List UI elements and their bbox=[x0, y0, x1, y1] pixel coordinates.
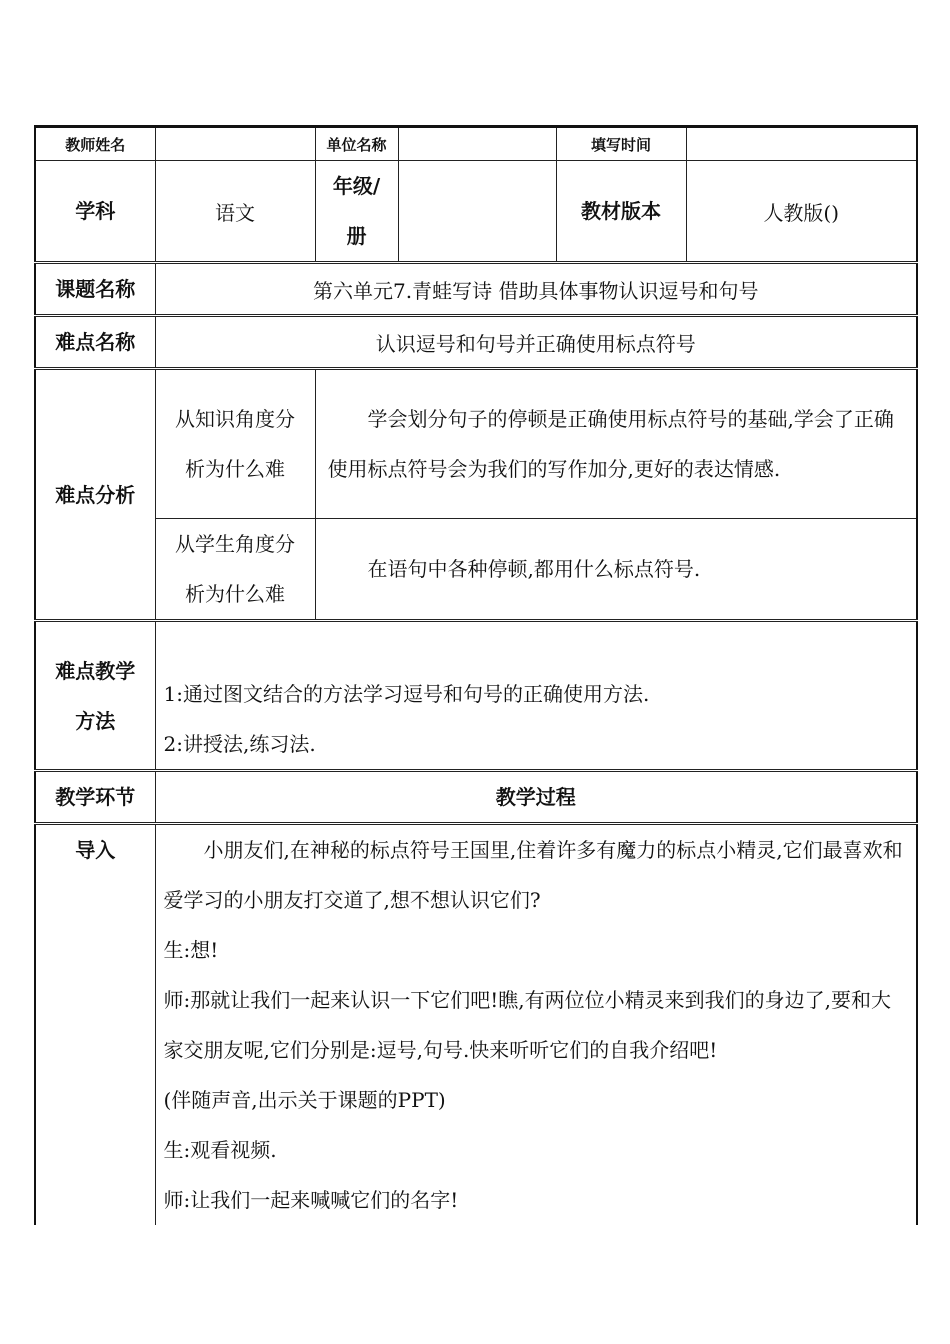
method-row bbox=[35, 621, 917, 771]
intro-row bbox=[35, 824, 917, 1226]
topic-row bbox=[35, 263, 917, 316]
student-angle-label-line1: 从学生角度分 bbox=[175, 532, 295, 556]
subject-value: 语文 bbox=[155, 161, 315, 263]
subject-label: 学科 bbox=[35, 161, 155, 263]
intro-paragraph-2: 生:想! bbox=[163, 938, 219, 962]
analysis-knowledge-row bbox=[35, 369, 917, 519]
student-angle-label-line2: 析为什么难 bbox=[185, 582, 285, 606]
analysis-label: 难点分析 bbox=[35, 369, 155, 621]
fill-time-value bbox=[686, 127, 917, 161]
intro-paragraph-6: 师:让我们一起来喊喊它们的名字! bbox=[163, 1188, 459, 1212]
student-angle-text: 在语句中各种停顿,都用什么标点符号. bbox=[315, 519, 917, 621]
intro-paragraph-1: 小朋友们,在神秘的标点符号王国里,住着许多有魔力的标点小精灵,它们最喜欢和爱学习的小朋友打交道了,想不想认识它们? bbox=[163, 838, 903, 912]
method-line-1: 1:通过图文结合的方法学习逗号和句号的正确使用方法. bbox=[163, 682, 650, 706]
method-label-line1: 难点教学 bbox=[55, 658, 136, 683]
intro-paragraph-5: 生:观看视频. bbox=[163, 1138, 277, 1162]
unit-name-value bbox=[398, 127, 556, 161]
process-header-row bbox=[35, 771, 917, 824]
grade-label-line2: 册 bbox=[346, 224, 367, 248]
intro-paragraph-4: (伴随声音,出示关于课题的PPT) bbox=[163, 1088, 446, 1112]
teaching-process-label: 教学过程 bbox=[155, 771, 917, 824]
analysis-student-row bbox=[35, 519, 917, 621]
knowledge-angle-label-line1: 从知识角度分 bbox=[175, 407, 295, 431]
knowledge-angle-text: 学会划分句子的停顿是正确使用标点符号的基础,学会了正确使用标点符号会为我们的写作加分,更好的表达情感. bbox=[315, 369, 917, 519]
teacher-name-value bbox=[155, 127, 315, 161]
teacher-name-label: 教师姓名 bbox=[35, 127, 155, 161]
grade-label-line1: 年级/ bbox=[332, 174, 381, 198]
method-label bbox=[35, 621, 155, 771]
intro-content bbox=[155, 824, 917, 1226]
intro-stage-label: 导入 bbox=[35, 824, 155, 1226]
difficulty-value: 认识逗号和句号并正确使用标点符号 bbox=[155, 316, 917, 369]
knowledge-angle-label-line2: 析为什么难 bbox=[185, 457, 285, 481]
grade-value bbox=[398, 161, 556, 263]
method-content bbox=[155, 621, 917, 771]
grade-label bbox=[315, 161, 398, 263]
topic-label: 课题名称 bbox=[35, 263, 155, 316]
textbook-version-label: 教材版本 bbox=[556, 161, 686, 263]
textbook-version-value: 人教版() bbox=[686, 161, 917, 263]
unit-name-label: 单位名称 bbox=[315, 127, 398, 161]
lesson-plan-table bbox=[34, 125, 918, 1225]
student-angle-label bbox=[155, 519, 315, 621]
fill-time-label: 填写时间 bbox=[556, 127, 686, 161]
header-row bbox=[35, 127, 917, 161]
topic-value: 第六单元7.青蛙写诗 借助具体事物认识逗号和句号 bbox=[155, 263, 917, 316]
knowledge-angle-label bbox=[155, 369, 315, 519]
method-label-line2: 方法 bbox=[75, 708, 116, 733]
method-line-2: 2:讲授法,练习法. bbox=[163, 732, 316, 756]
difficulty-row bbox=[35, 316, 917, 369]
lesson-plan-table-wrapper bbox=[34, 125, 916, 1225]
difficulty-label: 难点名称 bbox=[35, 316, 155, 369]
teaching-stage-label: 教学环节 bbox=[35, 771, 155, 824]
intro-paragraph-3: 师:那就让我们一起来认识一下它们吧!瞧,有两位位小精灵来到我们的身边了,要和大家交朋友呢,它们分别是:逗号,句号.快来听听它们的自我介绍吧! bbox=[163, 988, 891, 1062]
subject-row bbox=[35, 161, 917, 263]
